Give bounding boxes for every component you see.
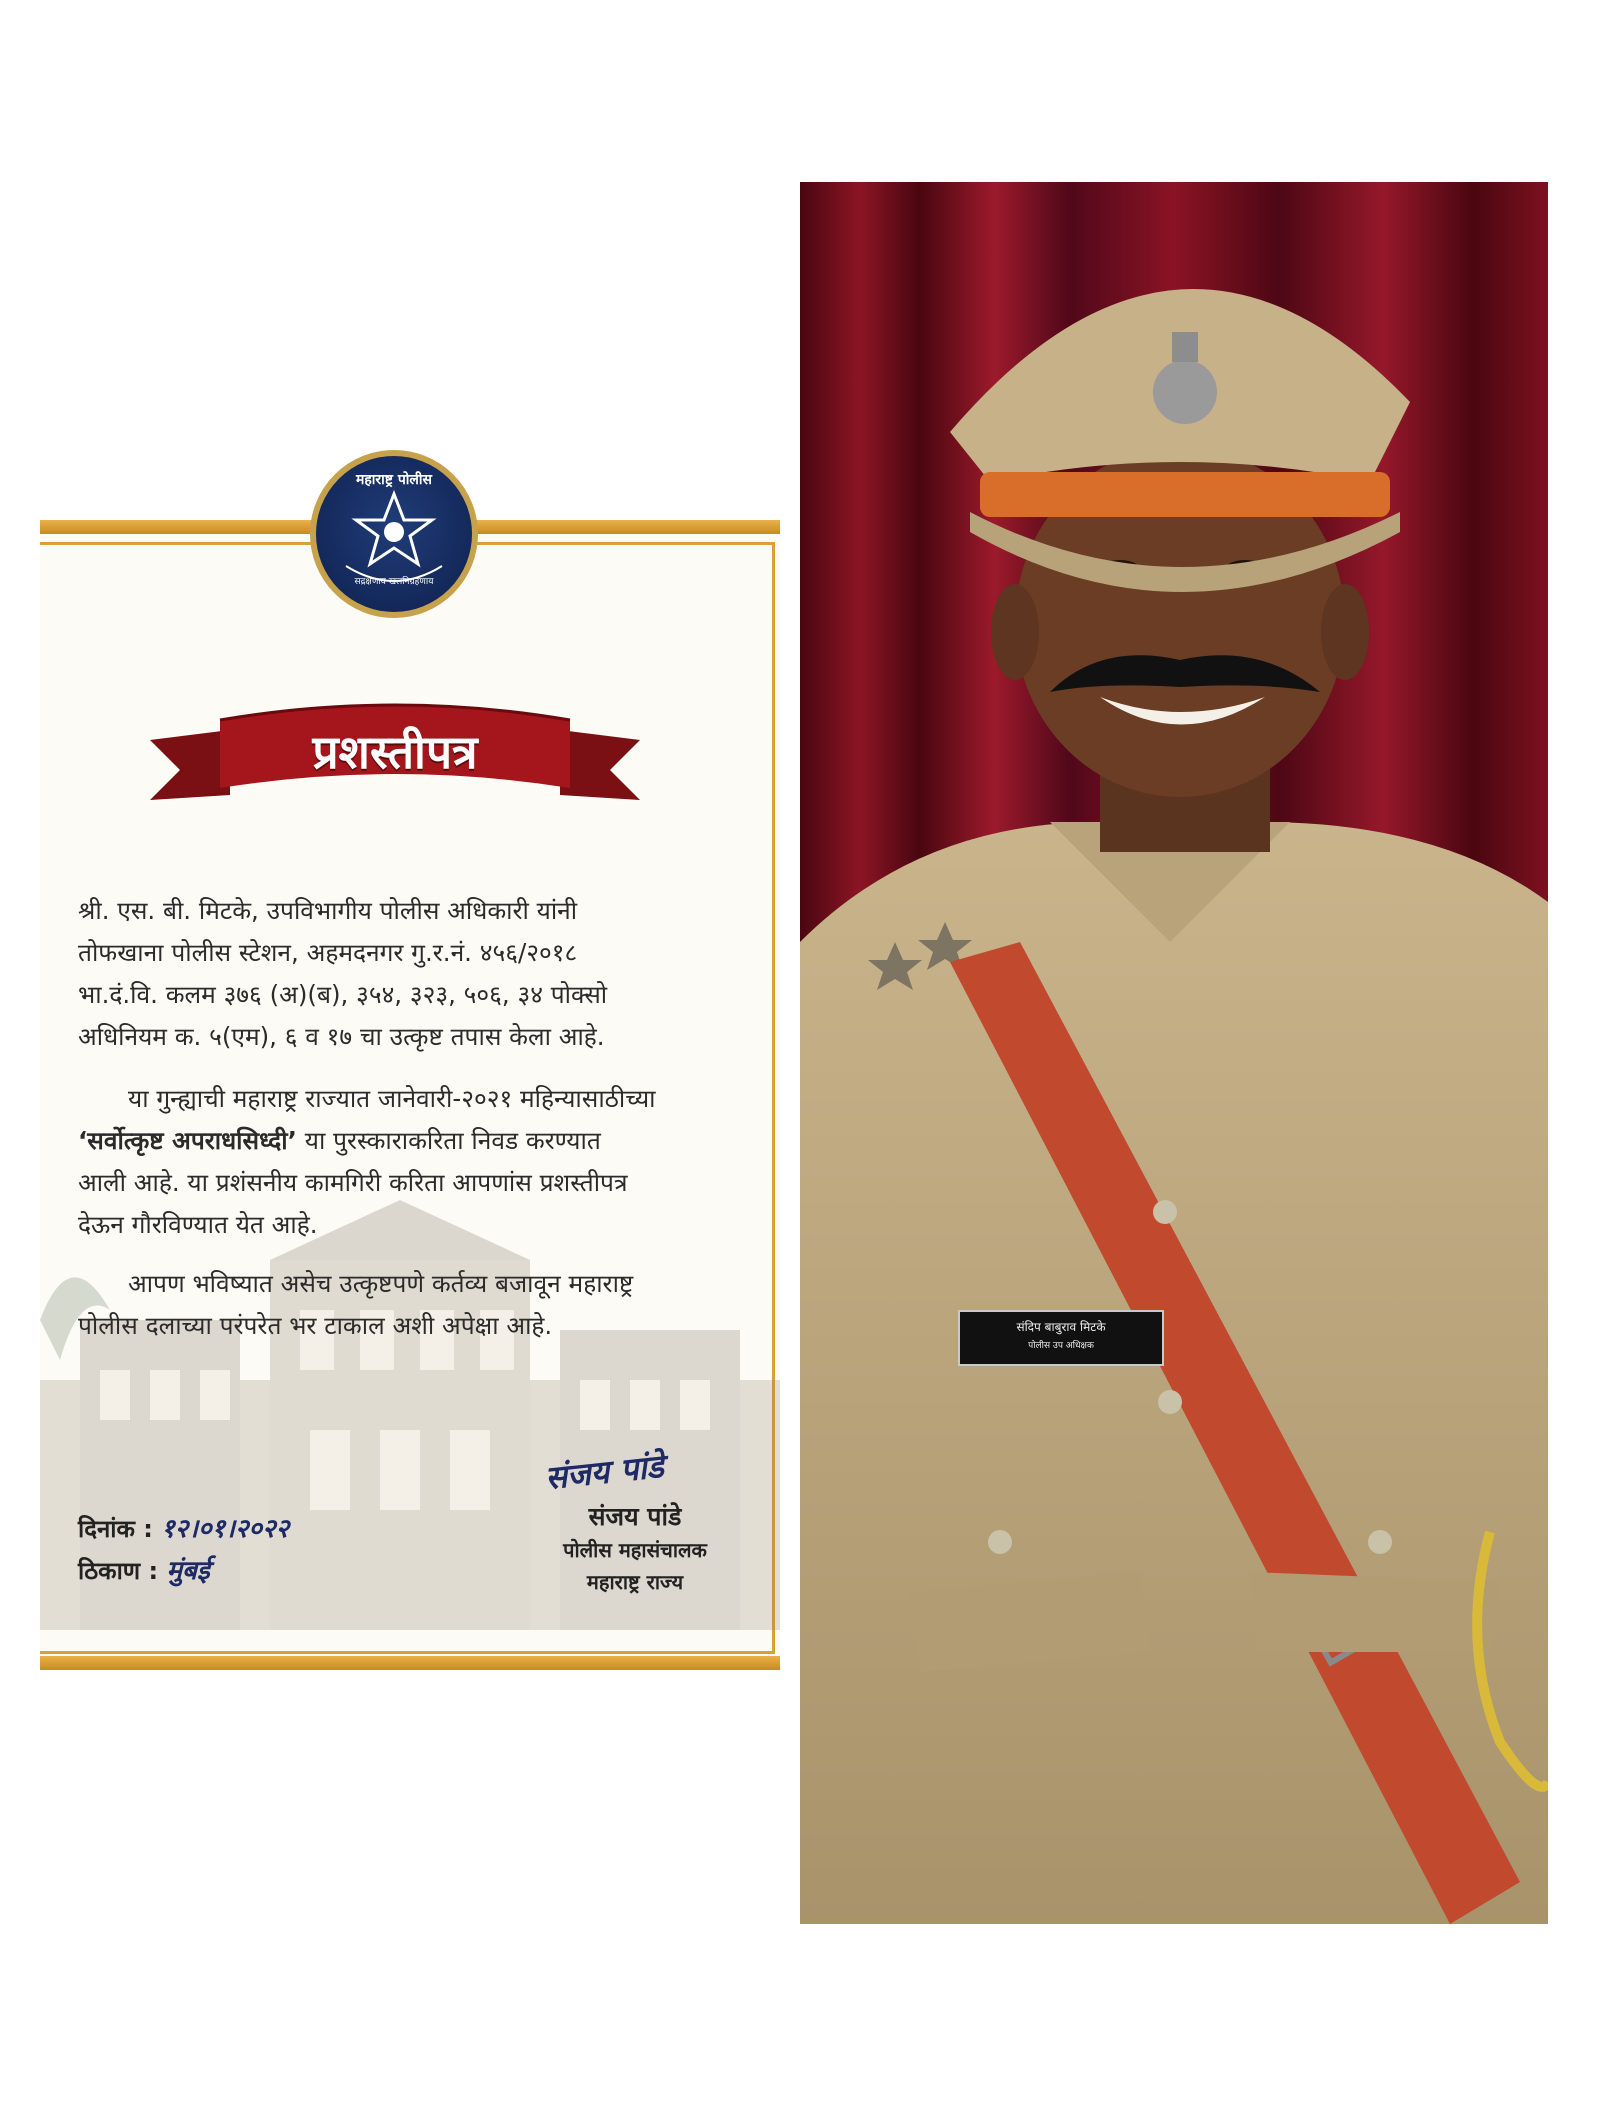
paragraph-2-line-4: देऊन गौरविण्यात येत आहे.	[78, 1210, 318, 1239]
paragraph-2-line-3: आली आहे. या प्रशंसनीय कामगिरी करिता आपणांस प्रशस्तीपत्र	[78, 1168, 628, 1197]
seal-top-text: महाराष्ट्र पोलीस	[356, 472, 432, 488]
paragraph-1-line-1: श्री. एस. बी. मिटके, उपविभागीय पोलीस अधिकारी यांनी	[78, 896, 578, 925]
paragraph-1-line-3: भा.दं.वि. कलम ३७६ (अ)(ब), ३५४, ३२३, ५०६, ३४ पोक्सो	[78, 980, 608, 1009]
certificate-paragraph-1	[78, 890, 718, 1058]
handwritten-signature: संजय पांडे	[543, 1446, 666, 1498]
place-label: ठिकाण :	[78, 1557, 159, 1585]
paragraph-3-line-2: पोलीस दलाच्या परंपरेत भर टाकाल अशी अपेक्षा आहे.	[78, 1311, 553, 1340]
certificate-paragraph-3	[78, 1263, 718, 1347]
place-value: मुंबई	[166, 1556, 210, 1586]
officer-photo	[800, 182, 1548, 1924]
certificate-paragraph-2	[78, 1078, 718, 1246]
paragraph-2-line-2	[78, 1120, 718, 1162]
maharashtra-police-seal	[310, 450, 478, 618]
paragraph-2-line-1: या गुन्ह्याची महाराष्ट्र राज्यात जानेवारी-२०२१ महिन्यासाठीच्या	[128, 1084, 656, 1113]
certificate-title: प्रशस्तीपत्र	[312, 725, 478, 779]
paragraph-1-line-4: अधिनियम क. ५(एम), ६ व १७ चा उत्कृष्ट तपास केला आहे.	[78, 1022, 605, 1051]
signatory-block	[520, 1500, 750, 1598]
date-value: १२।०१।२०२२	[161, 1514, 290, 1544]
name-plate	[958, 1310, 1164, 1366]
signatory-state: महाराष्ट्र राज्य	[586, 1570, 684, 1594]
officer-portrait-illustration	[800, 182, 1548, 1924]
name-plate-name: संदिप बाबुराव मिटके	[1016, 1320, 1106, 1334]
place-row	[78, 1550, 289, 1592]
date-place-block	[78, 1508, 289, 1592]
date-row	[78, 1508, 289, 1550]
name-plate-designation: पोलीस उप अधिक्षक	[1028, 1341, 1094, 1351]
date-label: दिनांक :	[78, 1515, 153, 1543]
signatory-name: संजय पांडे	[588, 1502, 682, 1531]
paragraph-3-line-1: आपण भविष्यात असेच उत्कृष्टपणे कर्तव्य बजावून महाराष्ट्र	[128, 1269, 634, 1298]
award-name: ‘सर्वोत्कृष्ट अपराधसिध्दी’	[78, 1126, 297, 1155]
paragraph-2-line-2-rest: या पुरस्काराकरिता निवड करण्यात	[296, 1126, 601, 1155]
certificate-bottom-border	[40, 1656, 780, 1670]
seal-bottom-text: सद्रक्षणाय खलनिग्रहणाय	[354, 577, 434, 587]
paragraph-1-line-2: तोफखाना पोलीस स्टेशन, अहमदनगर गु.र.नं. ४५६/२०१८	[78, 938, 578, 967]
signatory-title: पोलीस महासंचालक	[563, 1538, 707, 1562]
